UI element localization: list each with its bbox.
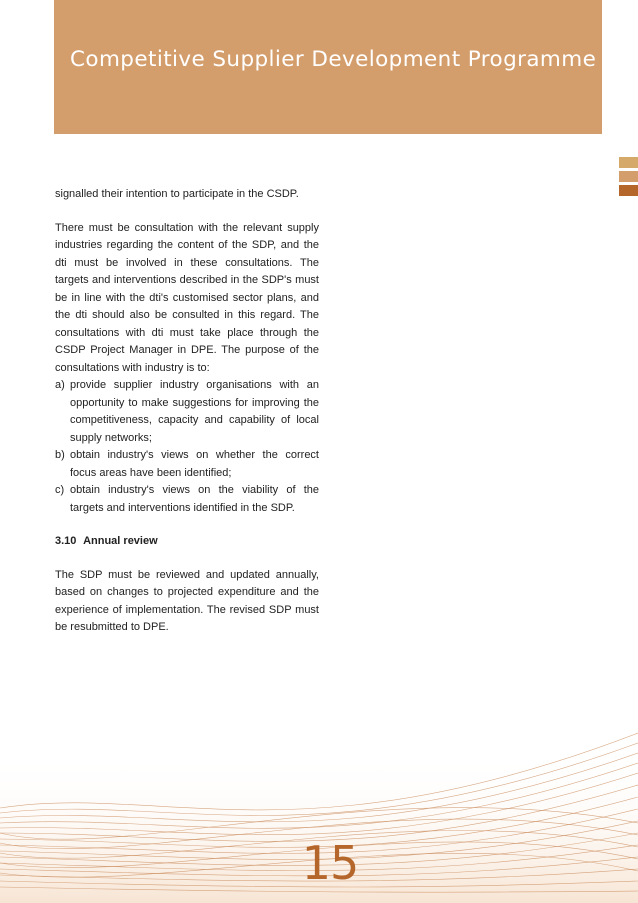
list-marker: a) (55, 379, 65, 391)
paragraph-intro: signalled their intention to participate in the CSDP. (55, 188, 299, 200)
list-item (55, 447, 319, 482)
list-item (55, 482, 319, 517)
list-item-text: obtain industry's views on whether the correct focus areas have been identified; (70, 449, 319, 479)
consultation-purpose-list (55, 377, 319, 517)
page-title: Competitive Supplier Development Programme (70, 47, 597, 72)
side-tab-3 (619, 185, 638, 196)
page-number: 15 (301, 836, 359, 890)
list-marker: c) (55, 484, 65, 496)
side-tab-1 (619, 157, 638, 168)
paragraph-consultation: There must be consultation with the relevant supply industries regarding the content of the SDP, and the dti must be involved in these consultations. The targets and interventions described in the SDP's must be in line with the dti's customised sector plans, and the dti should also be consulted in this regard. The consultations with dti must take place through the CSDP Project Manager in DPE. The purpose of the consultations with industry is to: (55, 221, 319, 374)
list-item (55, 377, 319, 447)
section-number: 3.10 (55, 535, 77, 547)
section-title: Annual review (83, 535, 158, 547)
section-heading (55, 533, 319, 551)
body-text (55, 186, 319, 653)
list-item-text: provide supplier industry organisations with an opportunity to make suggestions for improving the competitiveness, capacity and capability of local supply networks; (70, 379, 319, 444)
list-item-text: obtain industry's views on the viability of the targets and interventions identified in the SDP. (70, 484, 319, 514)
paragraph-annual-review: The SDP must be reviewed and updated annually, based on changes to projected expenditure and the experience of implementation. The revised SDP must be resubmitted to DPE. (55, 568, 319, 633)
side-tab-2 (619, 171, 638, 182)
list-marker: b) (55, 449, 65, 461)
side-color-tabs (619, 157, 638, 199)
header-band (54, 0, 602, 134)
